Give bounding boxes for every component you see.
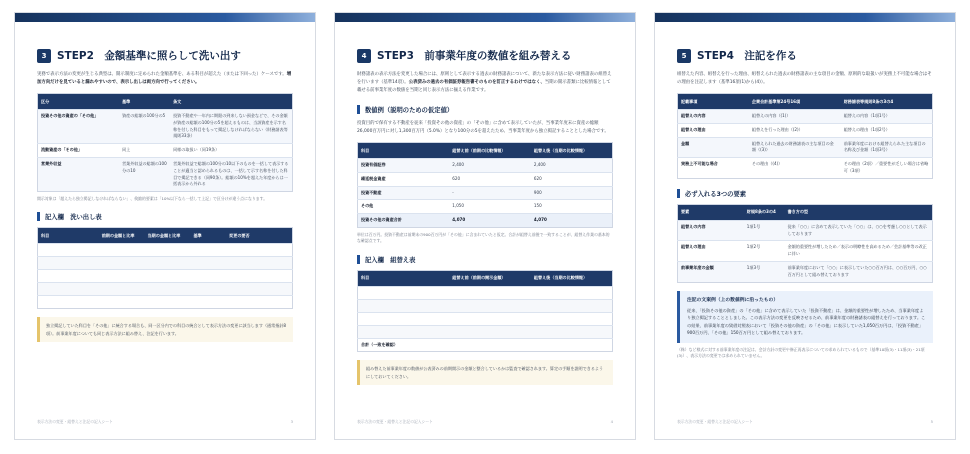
table-header: 財務諸表等規則8条の3の4 [841,94,933,110]
subsection-heading: 記入欄 組替え表 [357,255,613,264]
table-row: その他 1,050 150 [358,200,613,214]
step-heading [37,48,293,63]
subsection-heading: 数値例（説明のための仮定値） [357,105,613,114]
table-header: 変更の要否 [226,228,292,244]
reclass-example-table [357,142,613,228]
entry-row[interactable] [358,325,613,338]
entry-table [37,227,293,309]
table-row: 投資その他の資産の「その他」 資産の総額の100分の5 投資不動産や一年内に期限の到来しない預金などで、その金額が資産の総額の100分の5を超えるものは、当該資産を示す名称を付した科目をもって掲記しなければならない（財務諸表等規則33条） [38,110,293,144]
criteria-table [37,93,293,192]
table-header: 企業会計基準第24号16項 [749,94,841,110]
page-footer: 表示方法の変更・組替えと注記の記入シート 5 [677,419,933,424]
intro-paragraph: 組替えた内容、組替えを行った理由、組替えられた過去の財務諸表の主な項目の金額、原則的な取扱いが実務上不可能な場合はその理由を注記します（基準16項(1)から(4)）。 [677,72,932,85]
entry-row[interactable] [38,257,293,270]
intro-paragraph: 財務諸表の表示方法を変更した場合には、原則として表示する過去の財務諸表について、新たな表示方法に従い財務諸表の組替えを行います（基準14項）。公表済みの過去の有価証券報告書そのものを訂正するわけではなく、当期の開示書類に比較情報として載せる前事業年度の数値を当期と同じ表示方法に揃える作業です。 [357,72,612,93]
step-number-badge: 4 [357,49,371,63]
step-title: STEP4 注記を作る [697,50,797,62]
sample-note-body: 従来、「投資その他の資産」の「その他」に含めて表示していた「投資不動産」は、金額的重要性が増したため、当事業年度より独立掲記することとしました。この表示方法の変更を反映させるため、前事業年度の財務諸表の組替えを行っております。この結果、前事業年度の貸借対照表において「投資その他の資産」の「その他」に表示していた1,050百万円は、「投資不動産」900百万円、「その他」150百万円として組み替えております。 [687,307,926,336]
entry-row[interactable] [38,270,293,283]
subsection-heading: 必ず入れる3つの要素 [677,189,933,198]
table-header: 基準 [119,94,170,110]
intro-paragraph: 実務で表示方法の変更が生じる典型は、開示制度に定められた金額基準を、ある科目が超えた（または下回った）ケースです。増加方向だけを見ていると漏れやすいので、表示し出しは両方向で行ってください。 [37,72,292,85]
page-step4 [654,12,956,440]
table-row: 組替えの理由 1項2号 金額的重要性が増したため／表示の明瞭性を高めるため／会計基準等の改正に伴い [678,241,933,262]
entry-row[interactable] [358,286,613,299]
table-row: 営業外収益 営業外収益の総額の100分の10 営業外収益で総額の100分の10以下のものを一括して表示することが適当と認められるものは、一括して示す名称を付した科目で掲記できる（同90条）。総額の10%を超えた年度からは一括表示から外れる [38,157,293,191]
required-elements-table [677,204,933,283]
table-total-row: 投資その他の資産合計 4,070 4,070 [358,214,613,228]
table-row: 前事業年度の金額 1項3号 前事業年度において「○○」に表示していた○○百万円は、○○百万円、○○百万円として組み替えております [678,261,933,282]
table-row: 投資有価証券 2,400 2,400 [358,159,613,173]
table-row: 実務上不可能な場合 その理由（(4)） その理由（2項）／重要性が乏しい場合は省略可（3項） [678,158,933,179]
entry-row[interactable] [38,244,293,257]
page-footer: 表示方法の変更・組替えと注記の記入シート 3 [37,419,293,424]
step-heading [677,48,933,63]
entry-row[interactable] [38,296,293,309]
table-header: 組替え後（当期の比較情報） [531,270,613,286]
entry-row[interactable] [358,299,613,312]
table-header: 当期の金額と比率 [145,228,191,244]
table-header: 科目 [358,270,450,286]
table-row: 投資不動産 - 900 [358,186,613,200]
entry-total-row[interactable]: 合計（一致を確認） [358,338,613,352]
table-header: 区分 [38,94,120,110]
table-header: 組替え後（当期の比較情報） [531,143,613,159]
table-header: 基準 [190,228,226,244]
step-number-badge: 3 [37,49,51,63]
callout-note: 組み替えた前事業年度の数値が公表済みの前期開示の金額と整合しているかは監査で確認されます。算定の手順を説明できるようにしておいてください。 [357,360,613,384]
table-row: 金額 組替えられた過去の財務諸表の主な項目の金額（(3)） 前事業年度における組替えられた主な項目の名称及び金額（1項3号） [678,137,933,158]
table-note: 開示対象は「超えたら独立掲記しなければならない」、倹縮的要素は「10%以下なら一括して上記」で区分けが違う点になります。 [37,196,268,202]
page-header-bar [655,13,955,22]
page-header-bar [15,13,315,22]
disclosure-items-table [677,93,933,179]
table-note: 単位は百万円。投資不動産は前期末の900百万円が「その他」に含まれていたと仮定。合計が組替え前後で一致することが、組替え作業の基本的な確認点です。 [357,231,610,244]
page-step3 [334,12,636,440]
table-row: 組替えの内容 1項1号 従来「○○」に含めて表示していた「○○」は、○○を考慮し○○として表示しております [678,220,933,241]
page-step2 [14,12,316,440]
step-number-badge: 5 [677,49,691,63]
table-row: 繰延税金資産 620 620 [358,172,613,186]
page-footer: 表示方法の変更・組替えと注記の記入シート 4 [357,419,613,424]
table-header: 前期の金額と比率 [99,228,145,244]
page-number: 4 [610,419,613,424]
page-number: 3 [290,419,293,424]
footnote: （株）など様式に対する前事業年度の注記は、会計方針の変更や修正再表示についての求められているもので（基準10項(3)・11項(3)・21項(3)）、表示方法の変更では求められていません。 [677,346,925,358]
example-paragraph: 投資目的で保有する不動産を従来「投資その他の資産」の「その他」に含めて表示していたが、当事業年度末に資産の総額26,000百万円に対し1,300百万円（5.0%）となり100分の5を超えたため、当事業年度から独立掲記することとした場合です。 [357,121,609,134]
page-header-bar [335,13,635,22]
step-title: STEP3 前事業年度の数値を組み替える [377,50,572,62]
table-row: 組替えの内容 組替えの内容（(1)） 組替えの内容（1項1号） [678,110,933,124]
table-row: 組替えの理由 組替えを行った理由（(2)） 組替えの理由（1項2号） [678,123,933,137]
step-heading [357,48,613,63]
table-header: 科目 [358,143,450,159]
table-row: 流動資産の「その他」 同上 同様の取扱い（同19条） [38,144,293,158]
table-header: 財規8条の3の4 [744,204,785,220]
table-header: 組替え前（前期の開示金額） [449,270,531,286]
sample-note-box [677,291,933,343]
callout-note: 独立掲記していた科目を「その他」に統合する場合も、同一区分内での科目の統合として表示方法の変更に該当します（通常指針8項）。前事業年度についても同じ表示方法に組み替え、注記を行います。 [37,317,293,341]
table-header: 科目 [38,228,99,244]
table-header: 条文 [170,94,292,110]
entry-table [357,270,613,353]
sample-note-title: 注記の文案例（上の数値例に沿ったもの） [687,297,779,303]
table-header: 書き方の型 [785,204,933,220]
table-header: 組替え前（前期の比較情報） [449,143,531,159]
step-title: STEP2 金額基準に照らして洗い出す [57,50,241,62]
table-header: 要素 [678,204,744,220]
subsection-heading: 記入欄 洗い出し表 [37,212,293,221]
entry-row[interactable] [358,312,613,325]
entry-row[interactable] [38,283,293,296]
table-header: 記載事項 [678,94,749,110]
page-number: 5 [930,419,933,424]
